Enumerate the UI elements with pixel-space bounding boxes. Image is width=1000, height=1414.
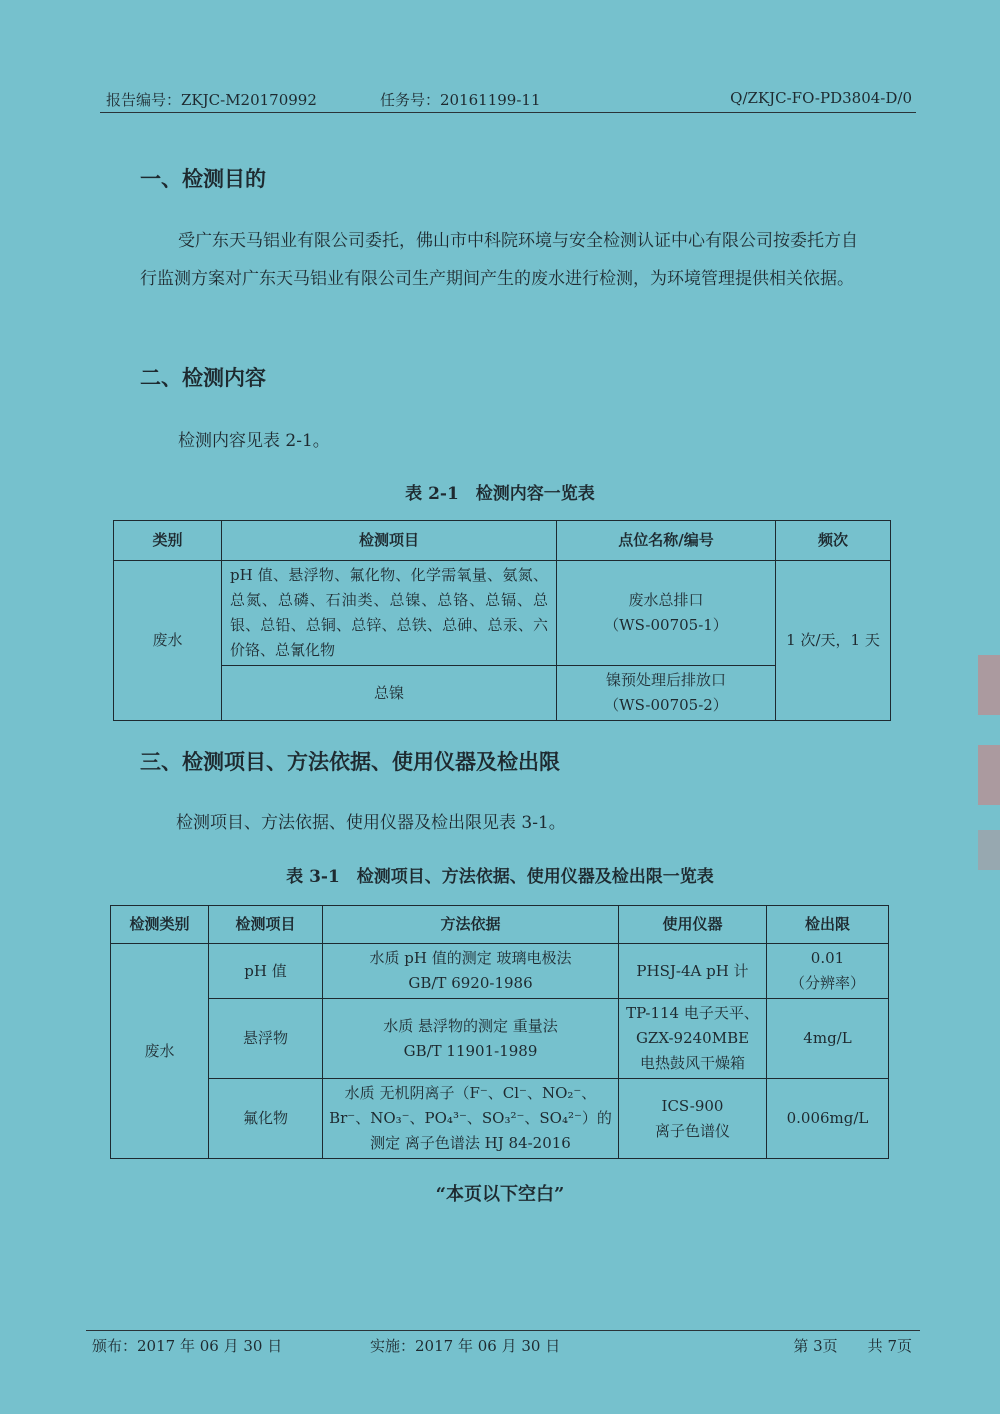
blank-note: “本页以下空白” <box>435 1184 565 1205</box>
issue-date: 颁布：2017 年 06 月 30 日 <box>92 1337 283 1355</box>
section-1-paragraph: 受广东天马铝业有限公司委托，佛山市中科院环境与安全检测认证中心有限公司按委托方自行监测方案对广东天马铝业有限公司生产期间产生的废水进行检测，为环境管理提供相关依据。 <box>140 231 858 289</box>
point-cell: 镍预处理后排放口 （WS-00705-2） <box>557 666 776 721</box>
document-code: Q/ZKJC-FO-PD3804-D/0 <box>730 89 912 107</box>
report-number: 报告编号：ZKJC-M20170992 <box>106 91 317 109</box>
limit-cell: 4mg/L <box>767 999 889 1079</box>
point-cell: 废水总排口 （WS-00705-1） <box>557 561 776 666</box>
header-items: 检测项目 <box>222 521 557 561</box>
seal-stamp-fragment <box>978 745 1000 805</box>
section-3-intro: 检测项目、方法依据、使用仪器及检出限见表 3-1。 <box>176 813 566 833</box>
section-3-title: 三、检测项目、方法依据、使用仪器及检出限 <box>140 750 560 774</box>
table-2-1 <box>113 520 891 721</box>
method-cell: 水质 悬浮物的测定 重量法 GB/T 11901-1989 <box>323 999 619 1079</box>
page-footer <box>86 1330 920 1357</box>
item-cell: 悬浮物 <box>209 999 323 1079</box>
method-cell: 水质 无机阴离子（F⁻、Cl⁻、NO₂⁻、 Br⁻、NO₃⁻、PO₄³⁻、SO₃²⁻、SO₄²⁻）的 测定 离子色谱法 HJ 84-2016 <box>323 1079 619 1159</box>
header-category: 类别 <box>114 521 222 561</box>
frequency-cell: 1 次/天，1 天 <box>776 561 891 721</box>
limit-cell: 0.01 （分辨率） <box>767 944 889 999</box>
header-item: 检测项目 <box>209 906 323 944</box>
table-row <box>114 561 891 666</box>
seal-stamp-fragment <box>978 655 1000 715</box>
category-cell: 废水 <box>114 561 222 721</box>
task-number: 任务号：20161199-11 <box>380 91 541 109</box>
table-3-1-caption: 表 3-1 检测项目、方法依据、使用仪器及检出限一览表 <box>286 867 714 887</box>
header-instrument: 使用仪器 <box>619 906 767 944</box>
items-cell: pH 值、悬浮物、氟化物、化学需氧量、氨氮、总氮、总磷、石油类、总镍、总铬、总镉、总银、总铅、总铜、总锌、总铁、总砷、总汞、六价铬、总氰化物 <box>222 561 557 666</box>
implement-date: 实施：2017 年 06 月 30 日 <box>370 1337 561 1355</box>
page-number: 第 3页 共 7页 <box>793 1337 912 1355</box>
header-method: 方法依据 <box>323 906 619 944</box>
method-cell: 水质 pH 值的测定 玻璃电极法 GB/T 6920-1986 <box>323 944 619 999</box>
table-row <box>111 999 889 1079</box>
section-2-title: 二、检测内容 <box>140 366 266 390</box>
items-cell: 总镍 <box>222 666 557 721</box>
table-row <box>114 666 891 721</box>
item-cell: 氟化物 <box>209 1079 323 1159</box>
seal-stamp-fragment <box>978 830 1000 870</box>
table-header-row <box>111 906 889 944</box>
instrument-cell: ICS-900 离子色谱仪 <box>619 1079 767 1159</box>
table-row <box>111 1079 889 1159</box>
item-cell: pH 值 <box>209 944 323 999</box>
table-row <box>111 944 889 999</box>
section-1-title: 一、检测目的 <box>140 167 266 191</box>
table-2-1-caption: 表 2-1 检测内容一览表 <box>405 484 595 504</box>
instrument-cell: PHSJ-4A pH 计 <box>619 944 767 999</box>
header-frequency: 频次 <box>776 521 891 561</box>
section-2-intro: 检测内容见表 2-1。 <box>178 431 330 451</box>
type-cell: 废水 <box>111 944 209 1159</box>
header-point: 点位名称/编号 <box>557 521 776 561</box>
instrument-cell: TP-114 电子天平、 GZX-9240MBE 电热鼓风干燥箱 <box>619 999 767 1079</box>
table-header-row <box>114 521 891 561</box>
header-limit: 检出限 <box>767 906 889 944</box>
limit-cell: 0.006mg/L <box>767 1079 889 1159</box>
table-3-1 <box>110 905 889 1159</box>
header-type: 检测类别 <box>111 906 209 944</box>
page-header <box>100 86 916 113</box>
